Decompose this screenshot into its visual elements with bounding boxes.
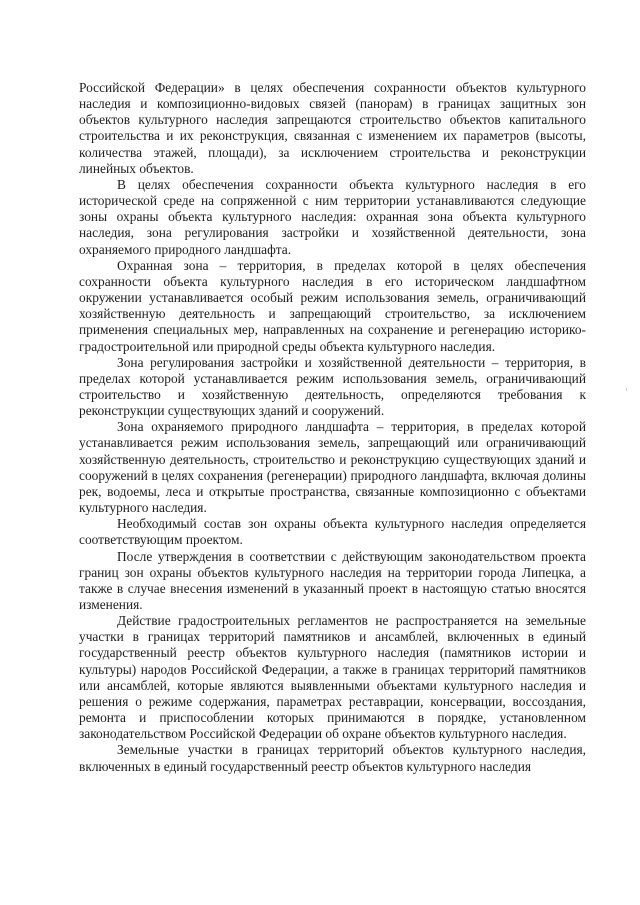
document-body <box>79 80 586 775</box>
paragraph-land-plots: Земельные участки в границах территорий объектов культурного наследия, включенных в единый государственный реестр объектов культурного наследия <box>79 742 586 774</box>
scan-speck <box>626 388 627 391</box>
paragraph-security-zone: Охранная зона – территория, в пределах которой в целях обеспечения сохранности объекта культурного наследия в его историческом ландшафтном окружении устанавливается особый режим использования земель, ограничивающий хозяйственную деятельность и запрещающий строительство, за исключением применения специальных мер, направленных на сохранение и регенерацию историко-градостроительной или природной среды объекта культурного наследия. <box>79 257 586 354</box>
paragraph-protection-zones: В целях обеспечения сохранности объекта культурного наследия в его исторической среде на сопряженной с ним территории устанавливаются следующие зоны охраны объекта культурного наследия: охранная зона объекта культурного наследия, зона регулирования застройки и хозяйственной деятельности, зона охраняемого природного ландшафта. <box>79 176 586 257</box>
paragraph-continuation: Российской Федерации» в целях обеспечения сохранности объектов культурного наследия и композиционно-видовых связей (панорам) в границах защитных зон объектов культурного наследия запрещаются строительство объектов капитального строительства и их реконструкция, связанная с изменением их параметров (высоты, количества этажей, площади), за исключением строительства и реконструкции линейных объектов. <box>79 80 586 176</box>
paragraph-project-approval: После утверждения в соответствии с действующим законодательством проекта границ зон охраны объектов культурного наследия на территории города Липецка, а также в случае внесения изменений в указанный проект в настоящую статью вносятся изменения. <box>79 548 586 612</box>
paragraph-zone-composition: Необходимый состав зон охраны объекта культурного наследия определяется соответствующим проектом. <box>79 516 586 548</box>
paragraph-regulations-scope: Действие градостроительных регламентов не распространяется на земельные участки в границах территорий памятников и ансамблей, включенных в единый государственный реестр объектов культурного наследия (памятников истории и культуры) народов Российской Федерации, а также в границах территорий памятников или ансамблей, которые являются выявленными объектами культурного наследия и решения о режиме содержания, параметрах реставрации, консервации, воссоздания, ремонта и приспособлении которых принимаются в порядке, установленном законодательством Российской Федерации об охране объектов культурного наследия. <box>79 613 586 742</box>
paragraph-development-regulation-zone: Зона регулирования застройки и хозяйственной деятельности – территория, в пределах которой устанавливается режим использования земель, ограничивающий строительство и хозяйственную деятельность, определяются требования к реконструкции существующих зданий и сооружений. <box>79 354 586 419</box>
paragraph-landscape-zone: Зона охраняемого природного ландшафта – территория, в пределах которой устанавливается режим использования земель, запрещающий или ограничивающий хозяйственную деятельность, строительство и реконструкцию существующих зданий и сооружений в целях сохранения (регенерации) природного ландшафта, включая долины рек, водоемы, леса и открытые пространства, связанные композиционно с объектами культурного наследия. <box>79 419 586 516</box>
